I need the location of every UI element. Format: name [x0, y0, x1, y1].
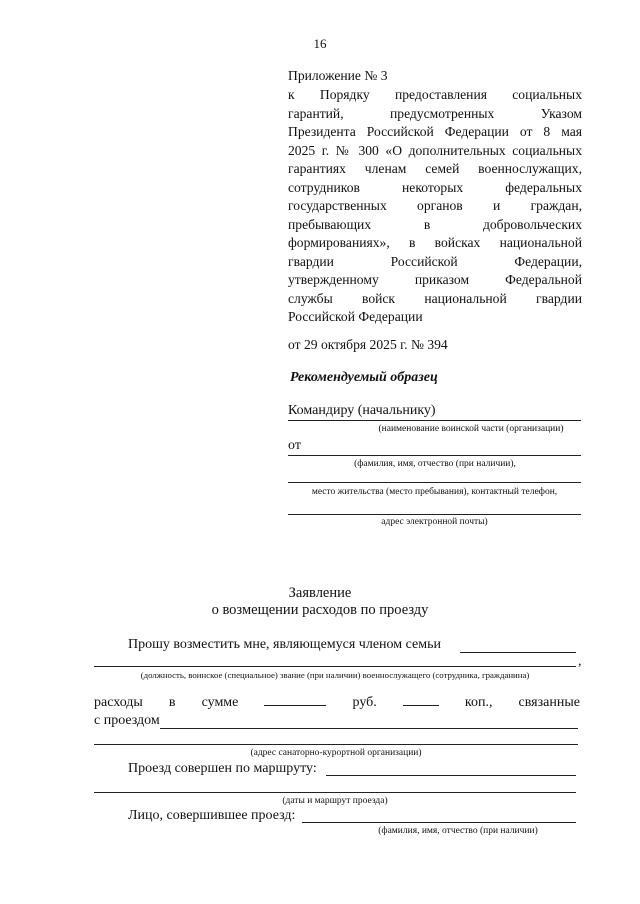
residence-caption: место жительства (место пребывания), контактный телефон,	[311, 487, 558, 497]
document-title: Заявление	[288, 585, 352, 601]
expenses-word: руб.	[352, 695, 377, 710]
appendix-title: Приложение № 3	[288, 68, 388, 83]
addressee-from-line[interactable]	[288, 455, 581, 456]
addressee-from: от	[288, 438, 301, 453]
travel-label: с проездом	[94, 713, 160, 728]
residence-line[interactable]	[288, 482, 581, 483]
addressee-to-caption: (наименование воинской части (организации)	[378, 424, 564, 434]
appendix-line: Российской Федерации	[288, 309, 423, 324]
appendix-line: к Порядку предоставления социальных	[288, 87, 582, 102]
expenses-word: сумме	[201, 695, 239, 710]
expenses-row	[94, 695, 580, 711]
appendix-line: гарантий, предусмотренных Указом	[288, 105, 582, 121]
appendix-line: гвардии Российской Федерации,	[288, 253, 582, 269]
document-subtitle: о возмещении расходов по проезду	[211, 602, 429, 618]
rubles-field[interactable]	[264, 704, 326, 706]
family-member-of-field[interactable]	[460, 652, 576, 653]
request-text: Прошу возместить мне, являющемуся членом семьи	[128, 637, 441, 652]
expenses-word: расходы	[94, 695, 143, 710]
route-field[interactable]	[326, 775, 576, 776]
appendix-line: гарантиях членам семей военнослужащих,	[288, 161, 582, 176]
traveler-field[interactable]	[302, 822, 576, 823]
sanatorium-address-caption: (адрес санаторно-курортной организации)	[250, 748, 422, 758]
addressee-to-line[interactable]	[288, 420, 581, 421]
appendix-line: Президента Российской Федерации от 8 мая	[288, 124, 582, 139]
sanatorium-address-field[interactable]	[94, 744, 578, 745]
expenses-word: связанные	[518, 695, 580, 710]
appendix-line: сотрудников некоторых федеральных	[288, 179, 582, 195]
expenses-word: в	[168, 695, 176, 710]
appendix-line: пребывающих в добровольческих	[288, 216, 582, 232]
addressee-to: Командиру (начальнику)	[288, 403, 436, 418]
route-dates-field[interactable]	[94, 792, 576, 793]
traveler-caption: (фамилия, имя, отчество (при наличии)	[378, 826, 538, 836]
addressee-from-caption: (фамилия, имя, отчество (при наличии),	[354, 459, 516, 469]
kopecks-field[interactable]	[403, 704, 439, 706]
travel-field[interactable]	[160, 728, 578, 729]
appendix-line: 2025 г. № 300 «О дополнительных социальных	[288, 142, 582, 158]
appendix-line: службы войск национальной гвардии	[288, 290, 582, 306]
expenses-word: коп.,	[464, 695, 493, 710]
email-caption: адрес электронной почты)	[381, 517, 488, 527]
appendix-body	[288, 86, 582, 327]
route-dates-caption: (даты и маршрут проезда)	[282, 796, 388, 806]
request-comma: ,	[578, 654, 582, 669]
route-label: Проезд совершен по маршруту:	[128, 761, 317, 776]
sample-label: Рекомендуемый образец	[290, 370, 438, 385]
appendix-line: утвержденному приказом Федеральной	[288, 272, 582, 287]
traveler-label: Лицо, совершившее проезд:	[128, 808, 296, 823]
appendix-line: государственных органов и граждан,	[288, 198, 582, 213]
appendix-date: от 29 октября 2025 г. № 394	[288, 337, 448, 352]
service-member-field[interactable]	[94, 666, 576, 667]
appendix-line: формированиях», в войсках национальной	[288, 235, 582, 250]
email-line[interactable]	[288, 514, 581, 515]
page-number: 16	[313, 36, 327, 51]
service-member-caption: (должность, воинское (специальное) звание (при наличии) военнослужащего (сотрудника, гражданина)	[140, 670, 530, 680]
